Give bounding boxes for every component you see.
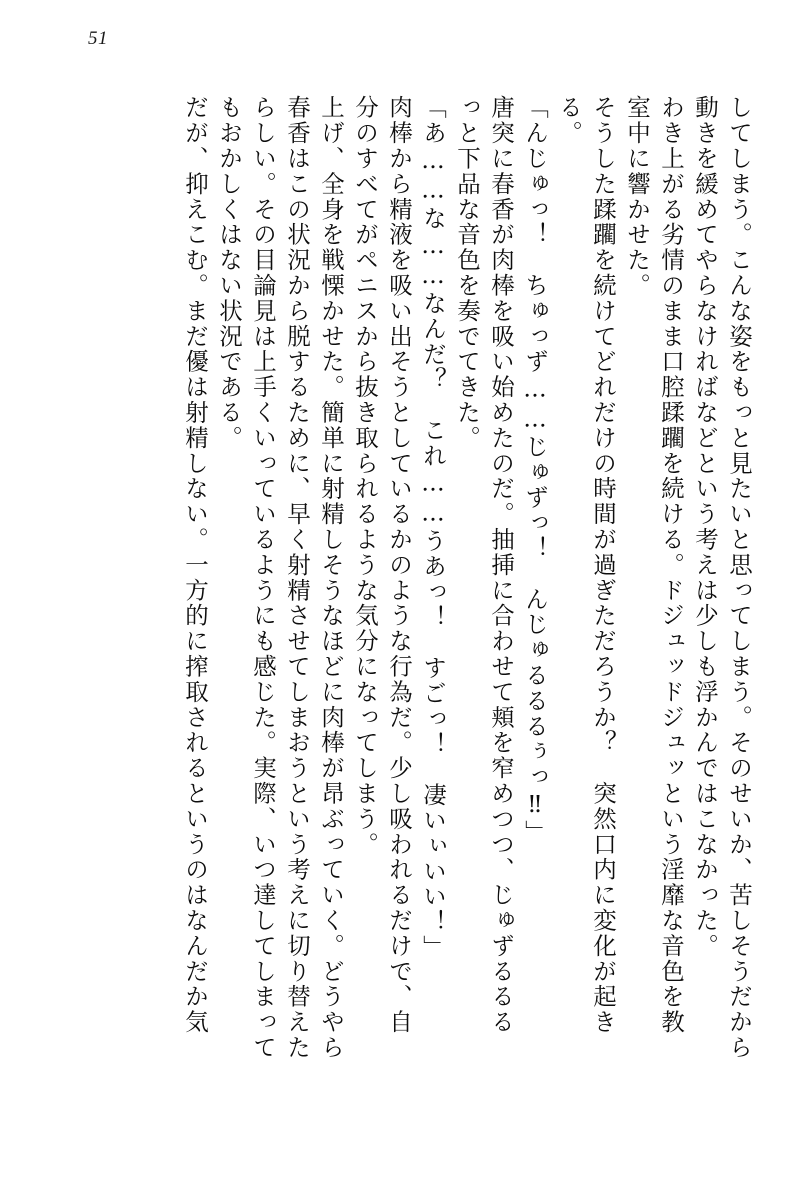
text-column: っと下品な音色を奏でてきた。: [453, 95, 481, 451]
page-number: 51: [88, 28, 108, 49]
text-column: 上げ、全身を戦慄かせた。簡単に射精しそうなほどに肉棒が昂ぶっていく。どうやら: [317, 95, 345, 1061]
text-column: もおかしくはない状況である。: [215, 95, 243, 451]
text-column: わき上がる劣情のまま口腔蹂躙を続ける。ドジュッドジュッという淫靡な音色を教: [657, 95, 685, 1035]
text-column: 動きを緩めてやらなければなどという考えは少しも浮かんではこなかった。: [691, 95, 719, 959]
text-column: 唐突に春香が肉棒を吸い始めたのだ。抽挿に合わせて頬を窄めつつ、じゅずるるる: [487, 95, 515, 1035]
text-column: らしい。その目論見は上手くいっているようにも感じた。実際、いつ達してしまって: [249, 95, 277, 1061]
text-column: 「んじゅっ！ ちゅっず……じゅずっ！ んじゅるるるぅっ‼」: [521, 95, 549, 846]
text-column: 春香はこの状況から脱するために、早く射精させてしまおうという考えに切り替えた: [283, 95, 311, 1061]
text-column: そうした蹂躙を続けてどれだけの時間が過ぎただろうか？ 突然口内に変化が起き: [589, 95, 617, 1035]
text-column: 「あ……な……なんだ？ これ……うあっ！ すごっ！ 凄いぃいい！」: [419, 95, 447, 961]
text-column: してしまう。こんな姿をもっと見たいと思ってしまう。そのせいか、苦しそうだから: [725, 95, 753, 1061]
text-column: だが、抑えこむ。まだ優は射精しない。一方的に搾取されるというのはなんだか気: [181, 95, 209, 1035]
text-column: 分のすべてがペニスから抜き取られるような気分になってしまう。: [351, 95, 379, 857]
text-column: る。: [555, 95, 583, 146]
text-column: 肉棒から精液を吸い出そうとしているかのような行為だ。少し吸われるだけで、自: [385, 95, 413, 1035]
vertical-text-block: [45, 95, 753, 1170]
text-column: 室中に響かせた。: [623, 95, 651, 299]
